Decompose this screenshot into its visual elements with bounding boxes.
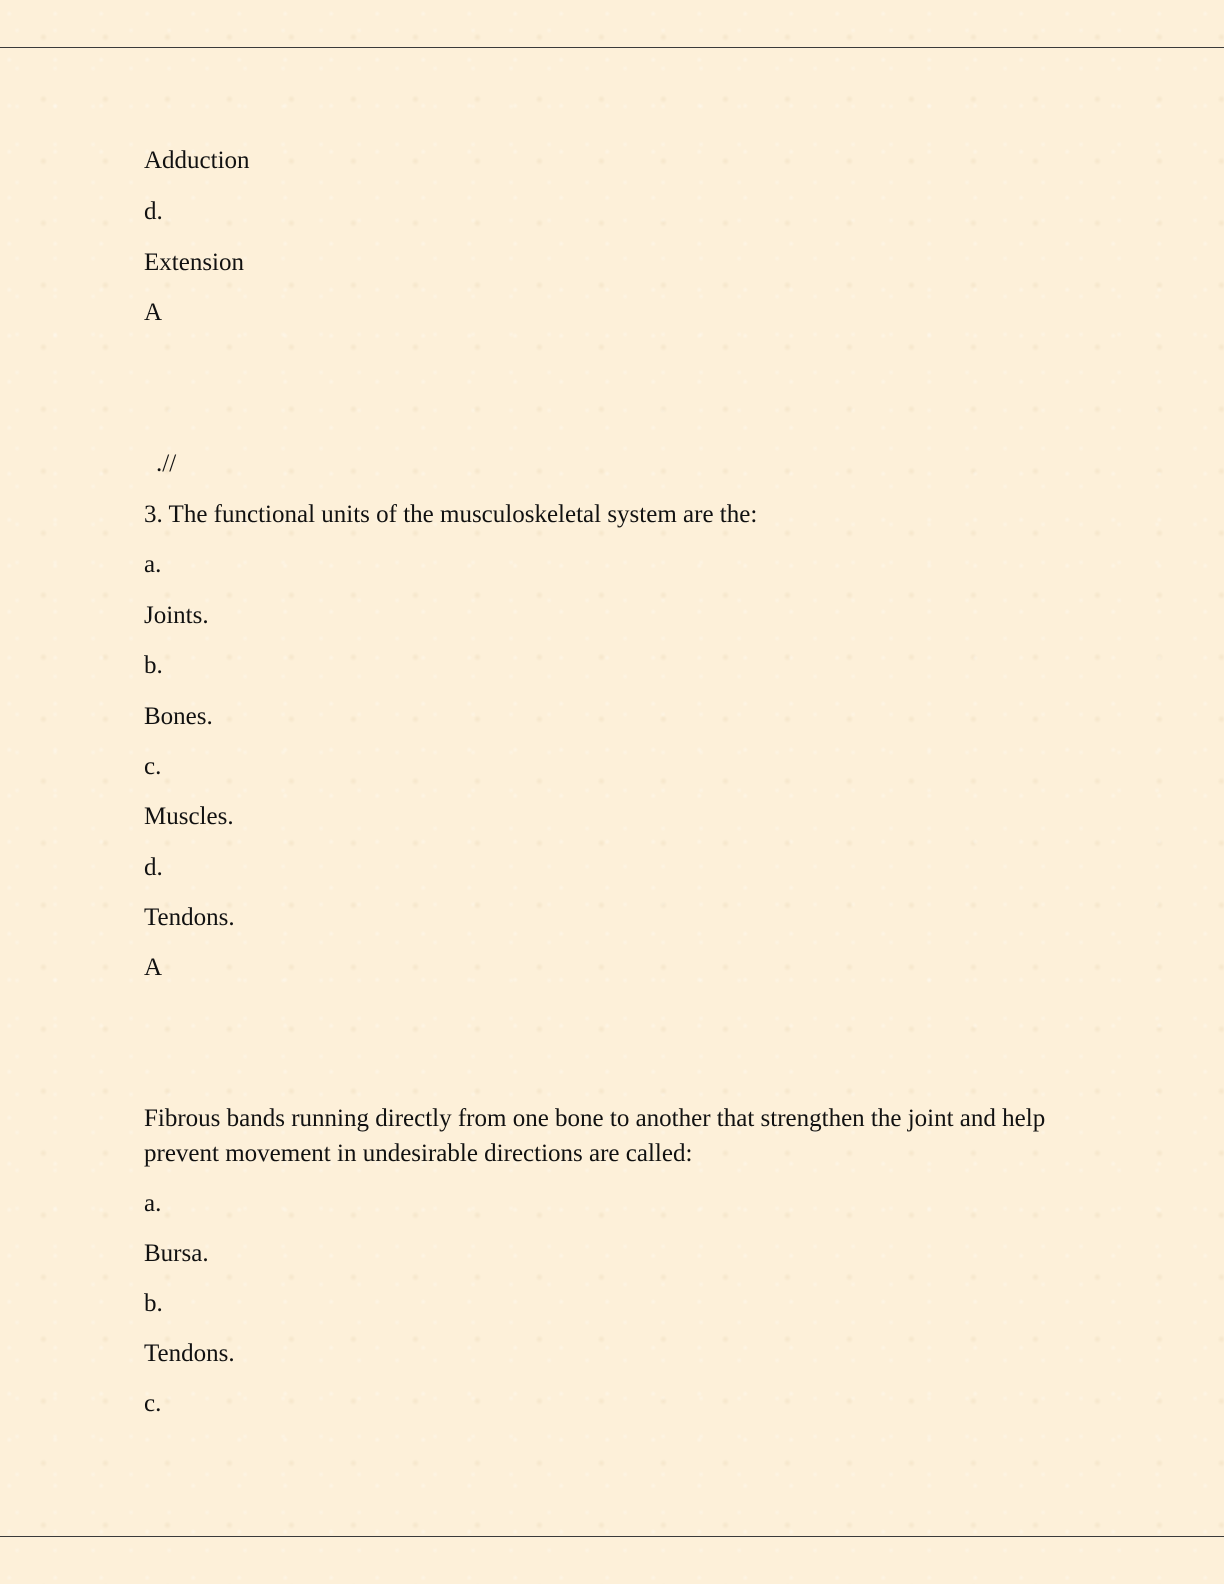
option-text: Tendons. xyxy=(144,904,235,931)
option-text: Bursa. xyxy=(144,1240,209,1267)
option-text: Extension xyxy=(144,249,244,276)
option-letter: a. xyxy=(144,551,162,578)
option-text: Tendons. xyxy=(144,1340,235,1367)
option-letter: d. xyxy=(144,854,163,881)
option-text: Muscles. xyxy=(144,803,234,830)
option-letter: b. xyxy=(144,652,163,679)
option-text: Bones. xyxy=(144,703,213,730)
option-text: Adduction xyxy=(144,147,250,174)
option-letter: a. xyxy=(144,1190,162,1217)
header-rule xyxy=(0,47,1224,48)
answer-key: A xyxy=(144,299,163,326)
separator-mark: .// xyxy=(156,450,177,477)
question-stem: Fibrous bands running directly from one bone to another that strengthen the joint and help prevent movement in undesirable directions are called: xyxy=(144,1105,1046,1167)
footer-rule xyxy=(0,1536,1224,1537)
option-letter: d. xyxy=(144,198,163,225)
option-letter: c. xyxy=(144,1390,162,1417)
question-stem: 3. The functional units of the musculoskeletal system are the: xyxy=(144,501,758,528)
option-text: Joints. xyxy=(144,602,209,629)
option-letter: b. xyxy=(144,1290,163,1317)
answer-key: A xyxy=(144,954,163,981)
option-letter: c. xyxy=(144,753,162,780)
